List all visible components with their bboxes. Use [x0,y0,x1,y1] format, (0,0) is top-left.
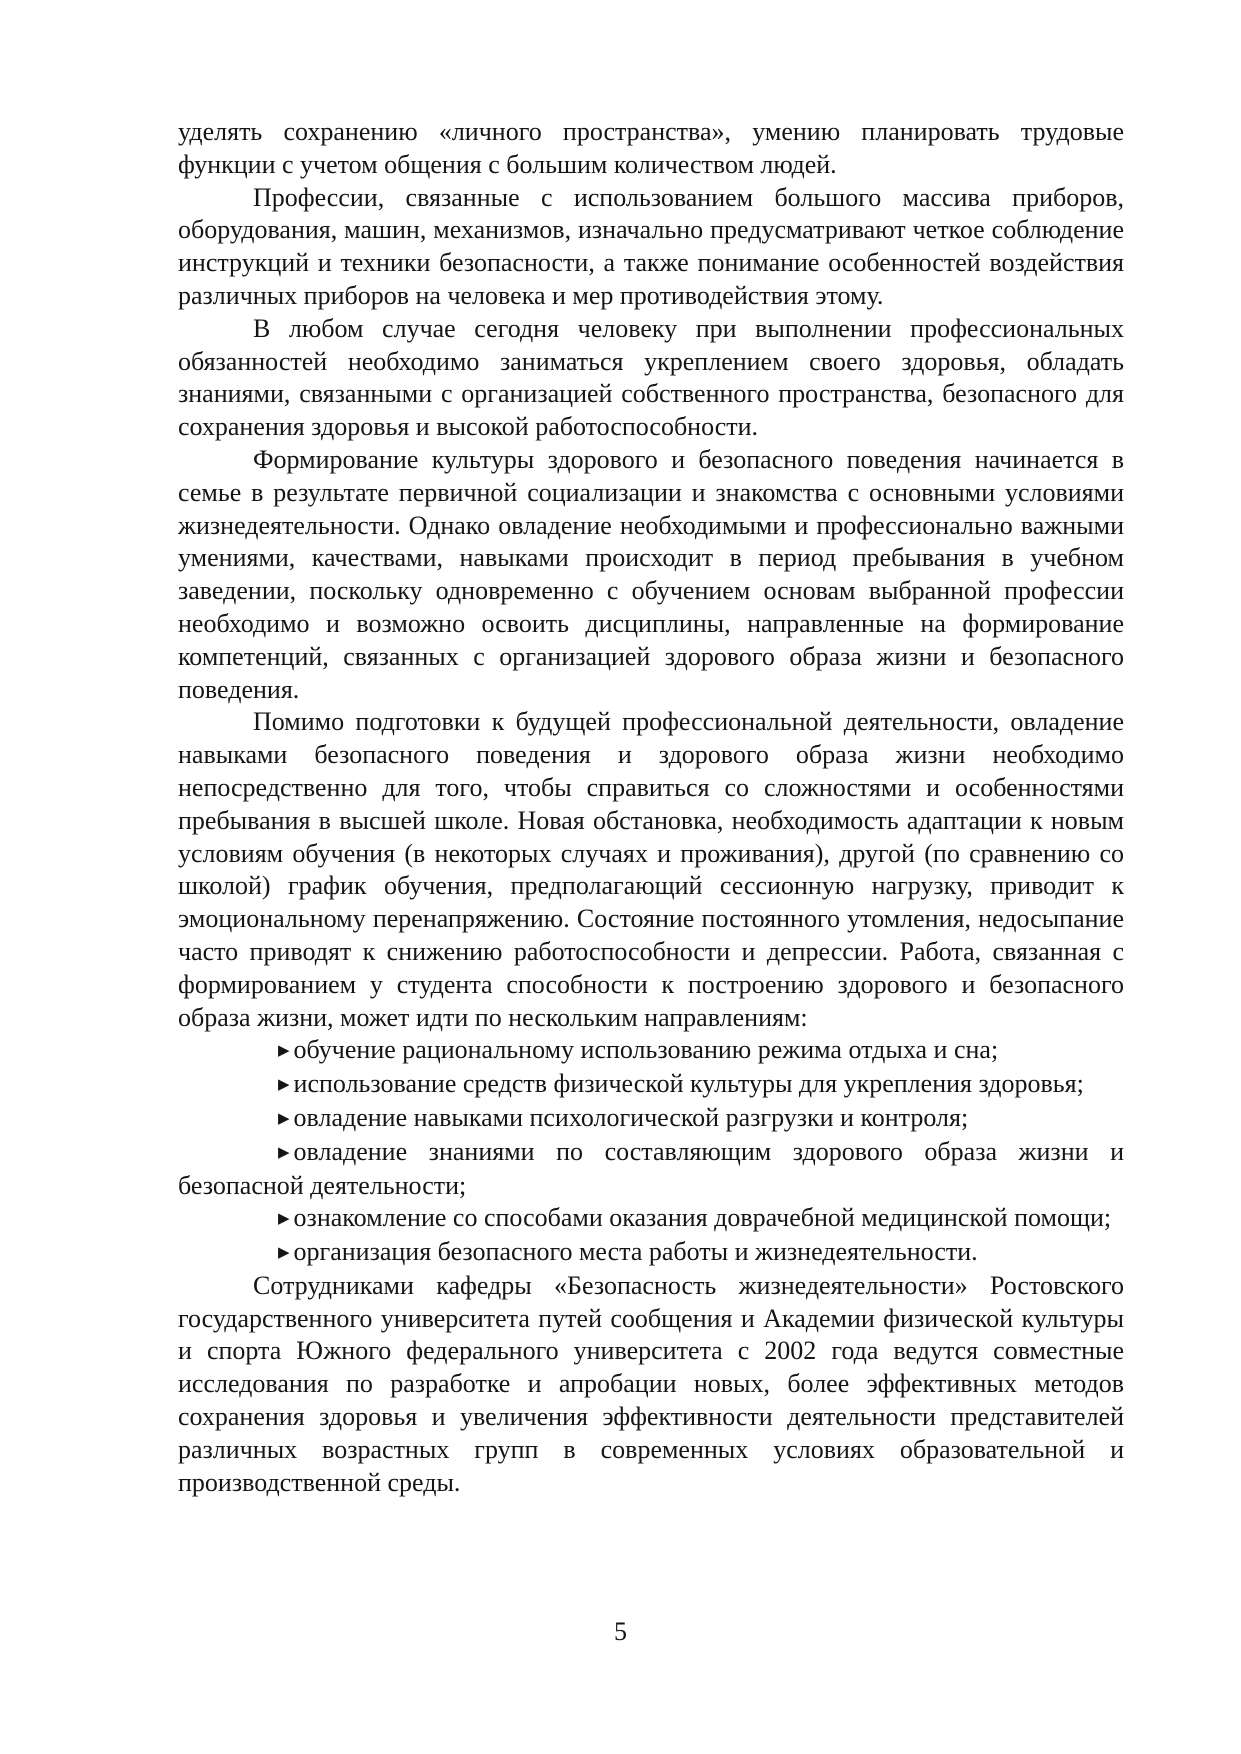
list-item [178,1102,1124,1136]
paragraph: уделять сохранению «личного пространства», умению планировать трудовые функции с учетом общения с большим количеством людей. [178,117,1124,179]
bullet-triangle-icon: ▶ [278,1245,290,1262]
paragraph: Профессии, связанные с использованием большого массива приборов, оборудования, машин, механизмов, изначально предусматривают четкое соблюдение инструкций и техники безопасности, а также понимание особенностей воздействия различных приборов на человека и мер противодействия этому. [178,182,1124,310]
list-item [178,1068,1124,1102]
bullet-triangle-icon: ▶ [278,1211,290,1228]
paragraph: В любом случае сегодня человеку при выполнении профессиональных обязанностей необходимо заниматься укреплением своего здоровья, обладать знаниями, связанными с организацией собственного пространства, безопасного для сохранения здоровья и высокой работоспособности. [178,313,1124,442]
list-item [178,1236,1124,1270]
list-item [178,1136,1124,1203]
list-item-text: использование средств физической культуры для укрепления здоровья; [293,1069,1084,1099]
bullet-triangle-icon: ▶ [278,1144,290,1161]
bullet-triangle-icon: ▶ [278,1077,290,1094]
list-item-text: организация безопасного места работы и жизнедеятельности. [293,1237,978,1267]
bullet-triangle-icon: ▶ [278,1043,290,1060]
list-item-text: обучение рациональному использованию режима отдыха и сна; [293,1035,999,1065]
page-number: 5 [614,1617,627,1646]
list-item [178,1202,1124,1236]
list-item-text: овладение знаниями по составляющим здорового образа жизни и безопасной деятельности; [178,1136,1124,1200]
bullet-triangle-icon: ▶ [278,1110,290,1127]
page-body [178,116,1124,1499]
list-item [178,1034,1124,1068]
paragraph: Сотрудниками кафедры «Безопасность жизнедеятельности» Ростовского государственного университета путей сообщения и Академии физической культуры и спорта Южного федерального университета с 2002 года ведутся совместные исследования по разработке и апробации новых, более эффективных методов сохранения здоровья и увеличения эффективности деятельности представителей различных возрастных групп в современных условиях образовательной и производственной среды. [178,1270,1124,1497]
paragraph: Помимо подготовки к будущей профессиональной деятельности, овладение навыками безопасного поведения и здорового образа жизни необходимо непосредственно для того, чтобы справиться со сложностями и особенностями пребывания в высшей школе. Новая обстановка, необходимость адаптации к новым условиям обучения (в некоторых случаях и проживания), другой (по сравнению со школой) график обучения, предполагающий сессионную нагрузку, приводит к эмоциональному перенапряжению. Состояние постоянного утомления, недосыпание часто приводят к снижению работоспособности и депрессии. Работа, связанная с формированием у студента способности к построению здорового и безопасного образа жизни, может идти по нескольким направлениям: [178,707,1124,1032]
list-item-text: овладение навыками психологической разгрузки и контроля; [293,1102,969,1132]
paragraph: Формирование культуры здорового и безопасного поведения начинается в семье в результате первичной социализации и знакомства с основными условиями жизнедеятельности. Однако овладение необходимыми и профессионально важными умениями, качествами, навыками происходит в период пребывания в учебном заведении, поскольку одновременно с обучением основам выбранной профессии необходимо и возможно освоить дисциплины, направленные на формирование компетенций, связанных с организацией здорового образа жизни и безопасного поведения. [178,444,1124,704]
list-item-text: ознакомление со способами оказания доврачебной медицинской помощи; [293,1203,1112,1233]
